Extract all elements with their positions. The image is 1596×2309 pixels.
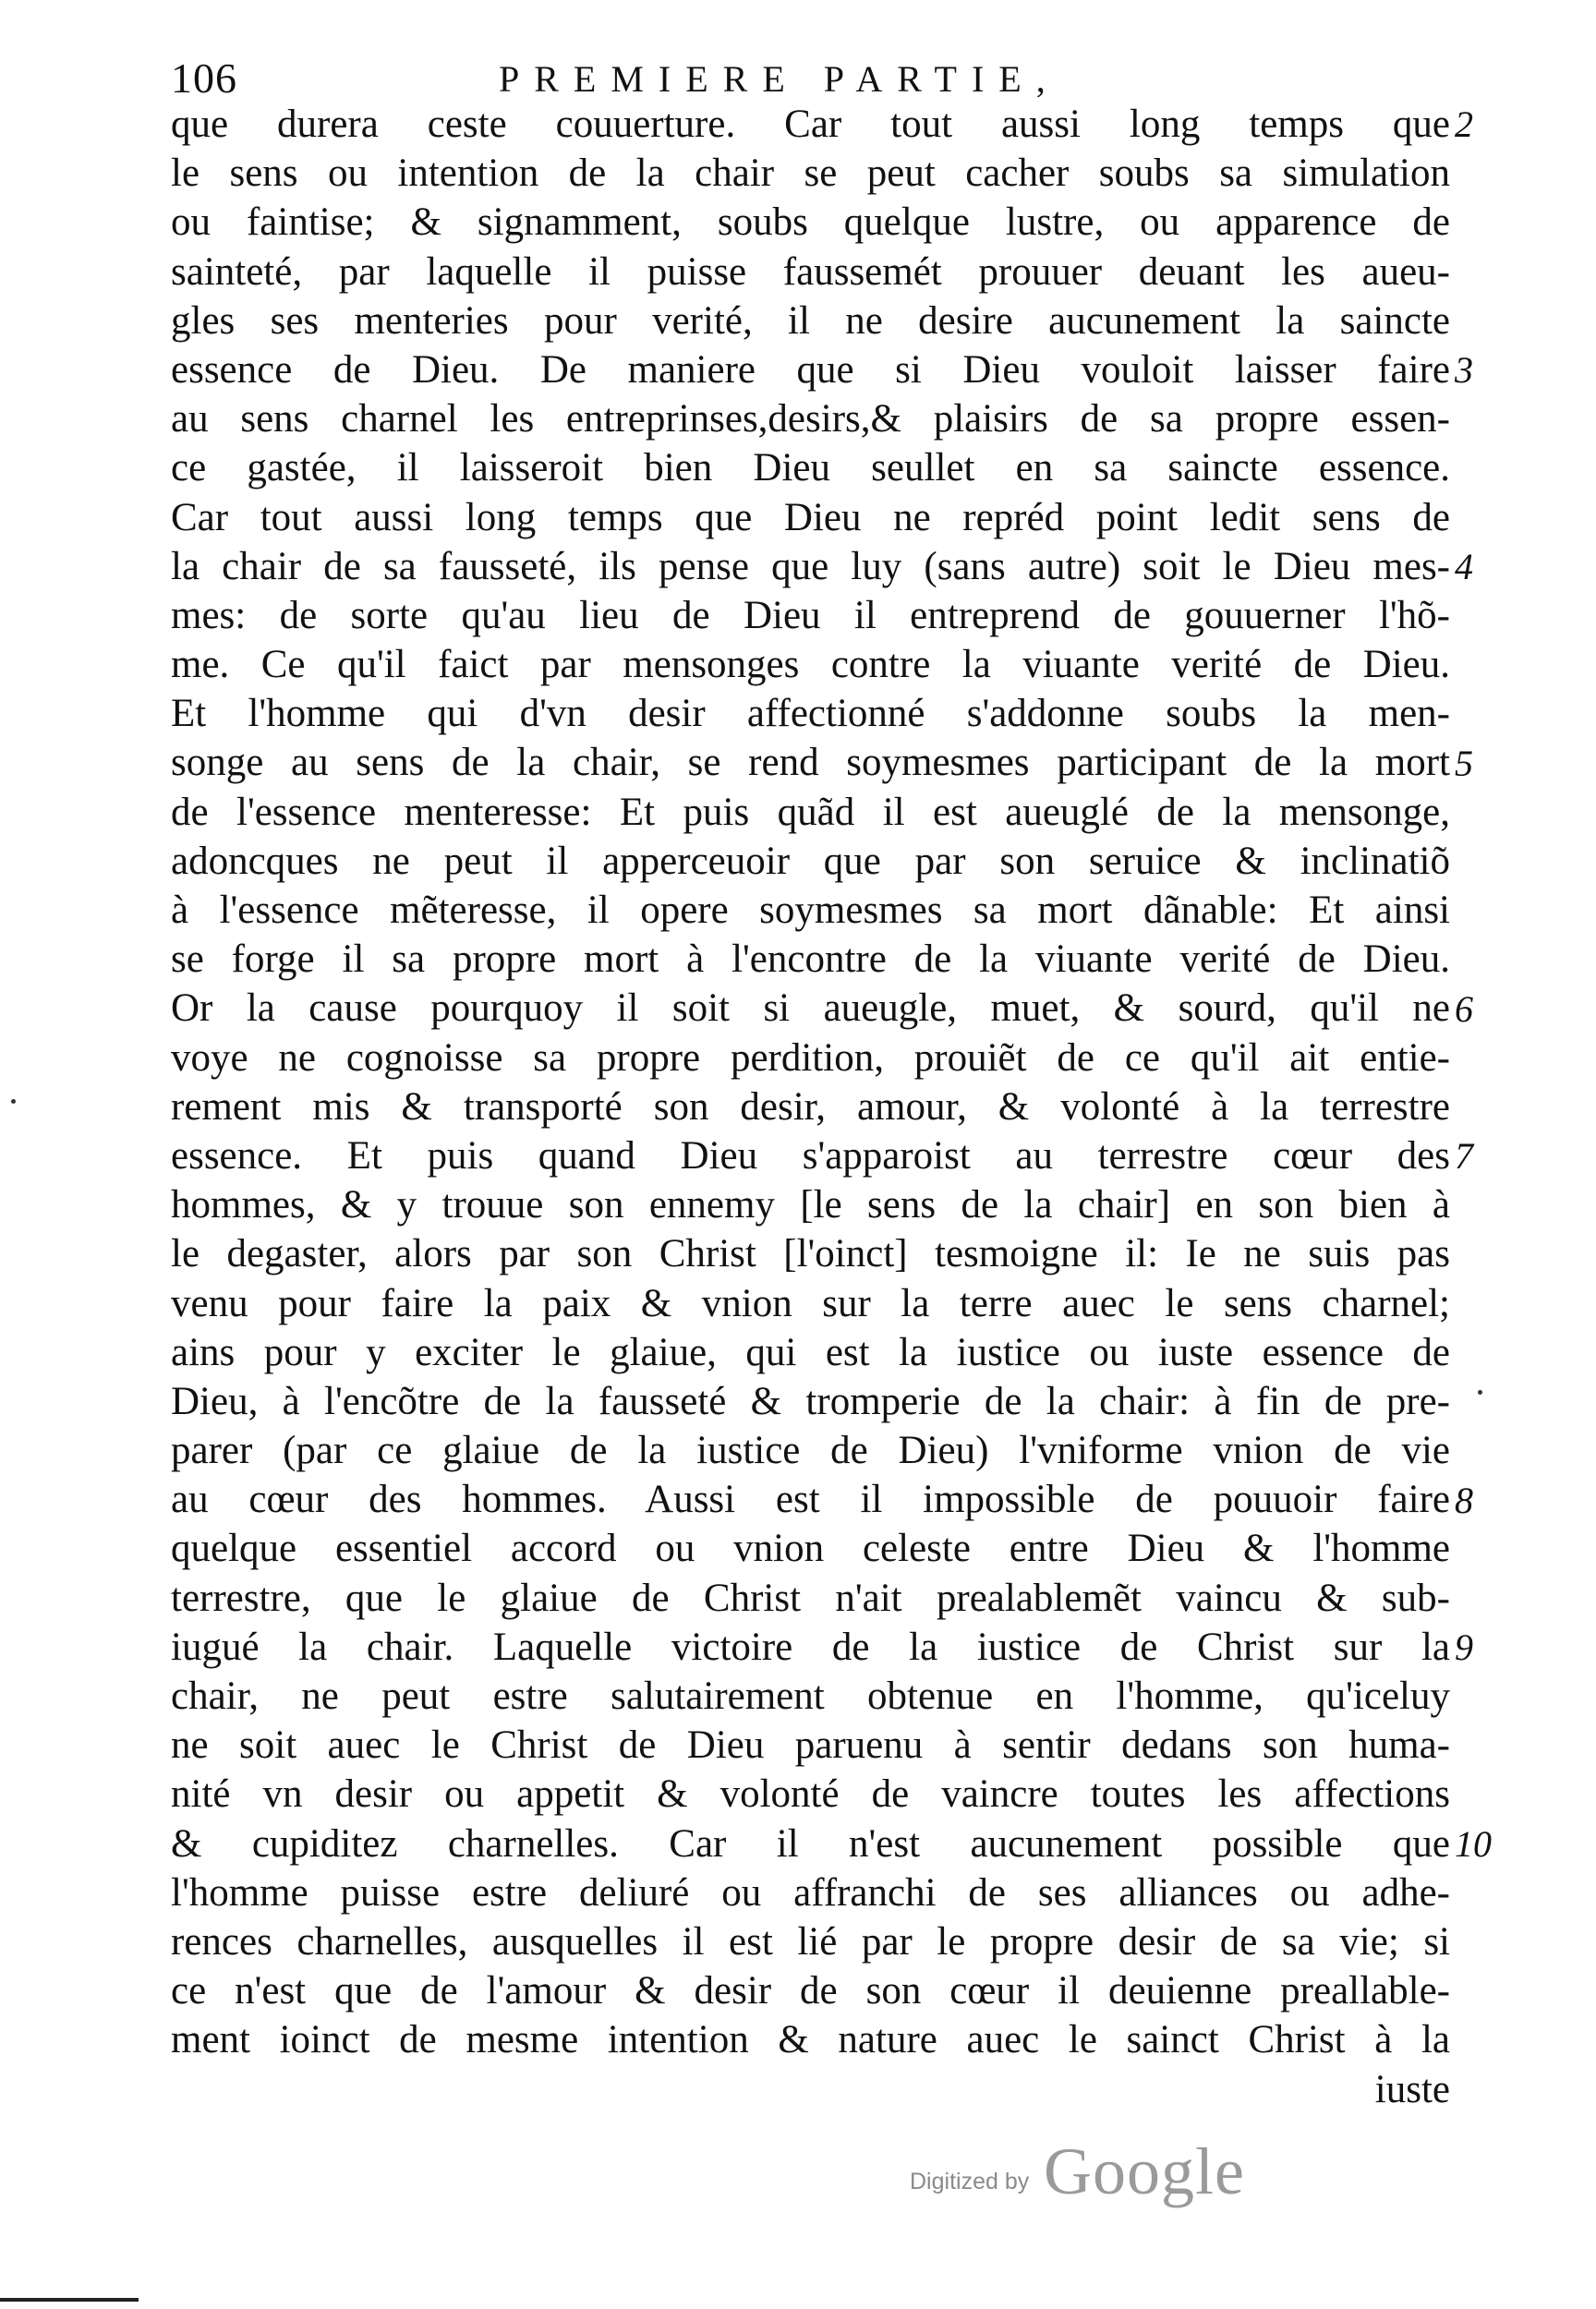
body-text (171, 100, 1450, 2114)
text-line: le sens ou intention de la chair se peut cacher soubs sa simulation (171, 151, 1450, 196)
watermark-prefix: Digitized by (910, 2169, 1030, 2194)
text-line: parer (par ce glaiue de la iustice de Dieu) l'vniforme vnion de vie (171, 1429, 1450, 1473)
text-line: songe au sens de la chair, se rend soymesmes participant de la mort (171, 741, 1450, 785)
margin-number: 3 (1455, 349, 1473, 391)
text-line: rement mis & transporté son desir, amour, & volonté à la terrestre (171, 1084, 1450, 1129)
scan-edge-mark (0, 2298, 139, 2302)
text-line: Or la cause pourquoy il soit si aueugle, muet, & sourd, qu'il ne (171, 986, 1450, 1031)
running-title: PREMIERE PARTIE, (499, 58, 1060, 100)
text-line: le degaster, alors par son Christ [l'oinct] tesmoigne il: Ie ne suis pas (171, 1232, 1450, 1276)
text-line: ment ioinct de mesme intention & nature auec le sainct Christ à la (171, 2018, 1450, 2062)
margin-number: 4 (1455, 545, 1473, 587)
text-line: voye ne cognoisse sa propre perdition, prouiẽt de ce qu'il ait entie- (171, 1035, 1450, 1080)
text-line: l'homme puisse estre deliuré ou affranchi de ses alliances ou adhe- (171, 1870, 1450, 1915)
text-line: ains pour y exciter le glaiue, qui est la iustice ou iuste essence de (171, 1330, 1450, 1374)
text-line: quelque essentiel accord ou vnion celeste entre Dieu & l'homme (171, 1527, 1450, 1571)
margin-number: 10 (1455, 1823, 1492, 1865)
text-line: hommes, & y trouue son ennemy [le sens de la chair] en son bien à (171, 1183, 1450, 1227)
page-number: 106 (171, 54, 237, 102)
text-line: essence. Et puis quand Dieu s'apparoist au terrestre cœur des (171, 1133, 1450, 1178)
margin-number: 8 (1455, 1479, 1473, 1521)
margin-number: 7 (1455, 1135, 1473, 1178)
text-line: à l'essence mẽteresse, il opere soymesmes sa mort dãnable: Et ainsi (171, 889, 1450, 932)
text-line: au cœur des hommes. Aussi est il impossible de pouuoir faire (171, 1478, 1450, 1522)
text-line: ce gastée, il laisseroit bien Dieu seullet en sa saincte essence. (171, 446, 1450, 490)
text-line: Car tout aussi long temps que Dieu ne repréd point ledit sens de (171, 495, 1450, 539)
text-line: au sens charnel les entreprinses,desirs,& plaisirs de sa propre essen- (171, 397, 1450, 441)
text-line: Dieu, à l'encõtre de la fausseté & tromperie de la chair: à fin de pre- (171, 1379, 1450, 1423)
text-line: terrestre, que le glaiue de Christ n'ait prealablemẽt vaincu & sub- (171, 1576, 1450, 1620)
text-line: venu pour faire la paix & vnion sur la terre auec le sens charnel; (171, 1281, 1450, 1325)
text-line: que durera ceste couuerture. Car tout aussi long temps que (171, 103, 1450, 146)
margin-number: 9 (1455, 1626, 1473, 1669)
margin-number: 2 (1455, 103, 1473, 145)
text-line: sainteté, par laquelle il puisse faussemét prouuer deuant les aueu- (171, 249, 1450, 294)
text-line: Et l'homme qui d'vn desir affectionné s'addonne soubs la men- (171, 692, 1450, 736)
text-line: rences charnelles, ausquelles il est lié par le propre desir de sa vie; si (171, 1919, 1450, 1964)
text-line: me. Ce qu'il faict par mensonges contre la viuante verité de Dieu. (171, 643, 1450, 687)
margin-number: 5 (1455, 742, 1473, 784)
margin-number: 6 (1455, 987, 1473, 1030)
scan-speck (11, 1099, 16, 1104)
digitized-watermark (910, 2134, 1298, 2217)
text-line: ne soit auec le Christ de Dieu paruenu à sentir dedans son huma- (171, 1723, 1450, 1768)
text-line: chair, ne peut estre salutairement obtenue en l'homme, qu'iceluy (171, 1674, 1450, 1718)
text-line: la chair de sa fausseté, ils pense que luy (sans autre) soit le Dieu mes- (171, 544, 1450, 588)
text-line: iuste (1374, 2067, 1450, 2111)
text-line: nité vn desir ou appetit & volonté de vaincre toutes les affections (171, 1772, 1450, 1817)
text-line: de l'essence menteresse: Et puis quãd il est aueuglé de la mensonge, (171, 790, 1450, 834)
scan-speck (1478, 1390, 1482, 1395)
text-line: ce n'est que de l'amour & desir de son cœur il deuienne preallable- (171, 1969, 1450, 2013)
text-line: iugué la chair. Laquelle victoire de la iustice de Christ sur la (171, 1625, 1450, 1669)
text-line: ou faintise; & signamment, soubs quelque lustre, ou apparence de (171, 200, 1450, 245)
text-line: mes: de sorte qu'au lieu de Dieu il entreprend de gouuerner l'hõ- (171, 593, 1450, 637)
text-line: essence de Dieu. De maniere que si Dieu vouloit laisser faire (171, 347, 1450, 392)
text-line: se forge il sa propre mort à l'encontre de la viuante verité de Dieu. (171, 937, 1450, 982)
text-line: adoncques ne peut il apperceuoir que par son seruice & inclinatiõ (171, 839, 1450, 883)
text-line: gles ses menteries pour verité, il ne desire aucunement la saincte (171, 298, 1450, 343)
text-line: & cupiditez charnelles. Car il n'est aucunement possible que (171, 1821, 1450, 1866)
google-logo: Google (1044, 2134, 1245, 2208)
